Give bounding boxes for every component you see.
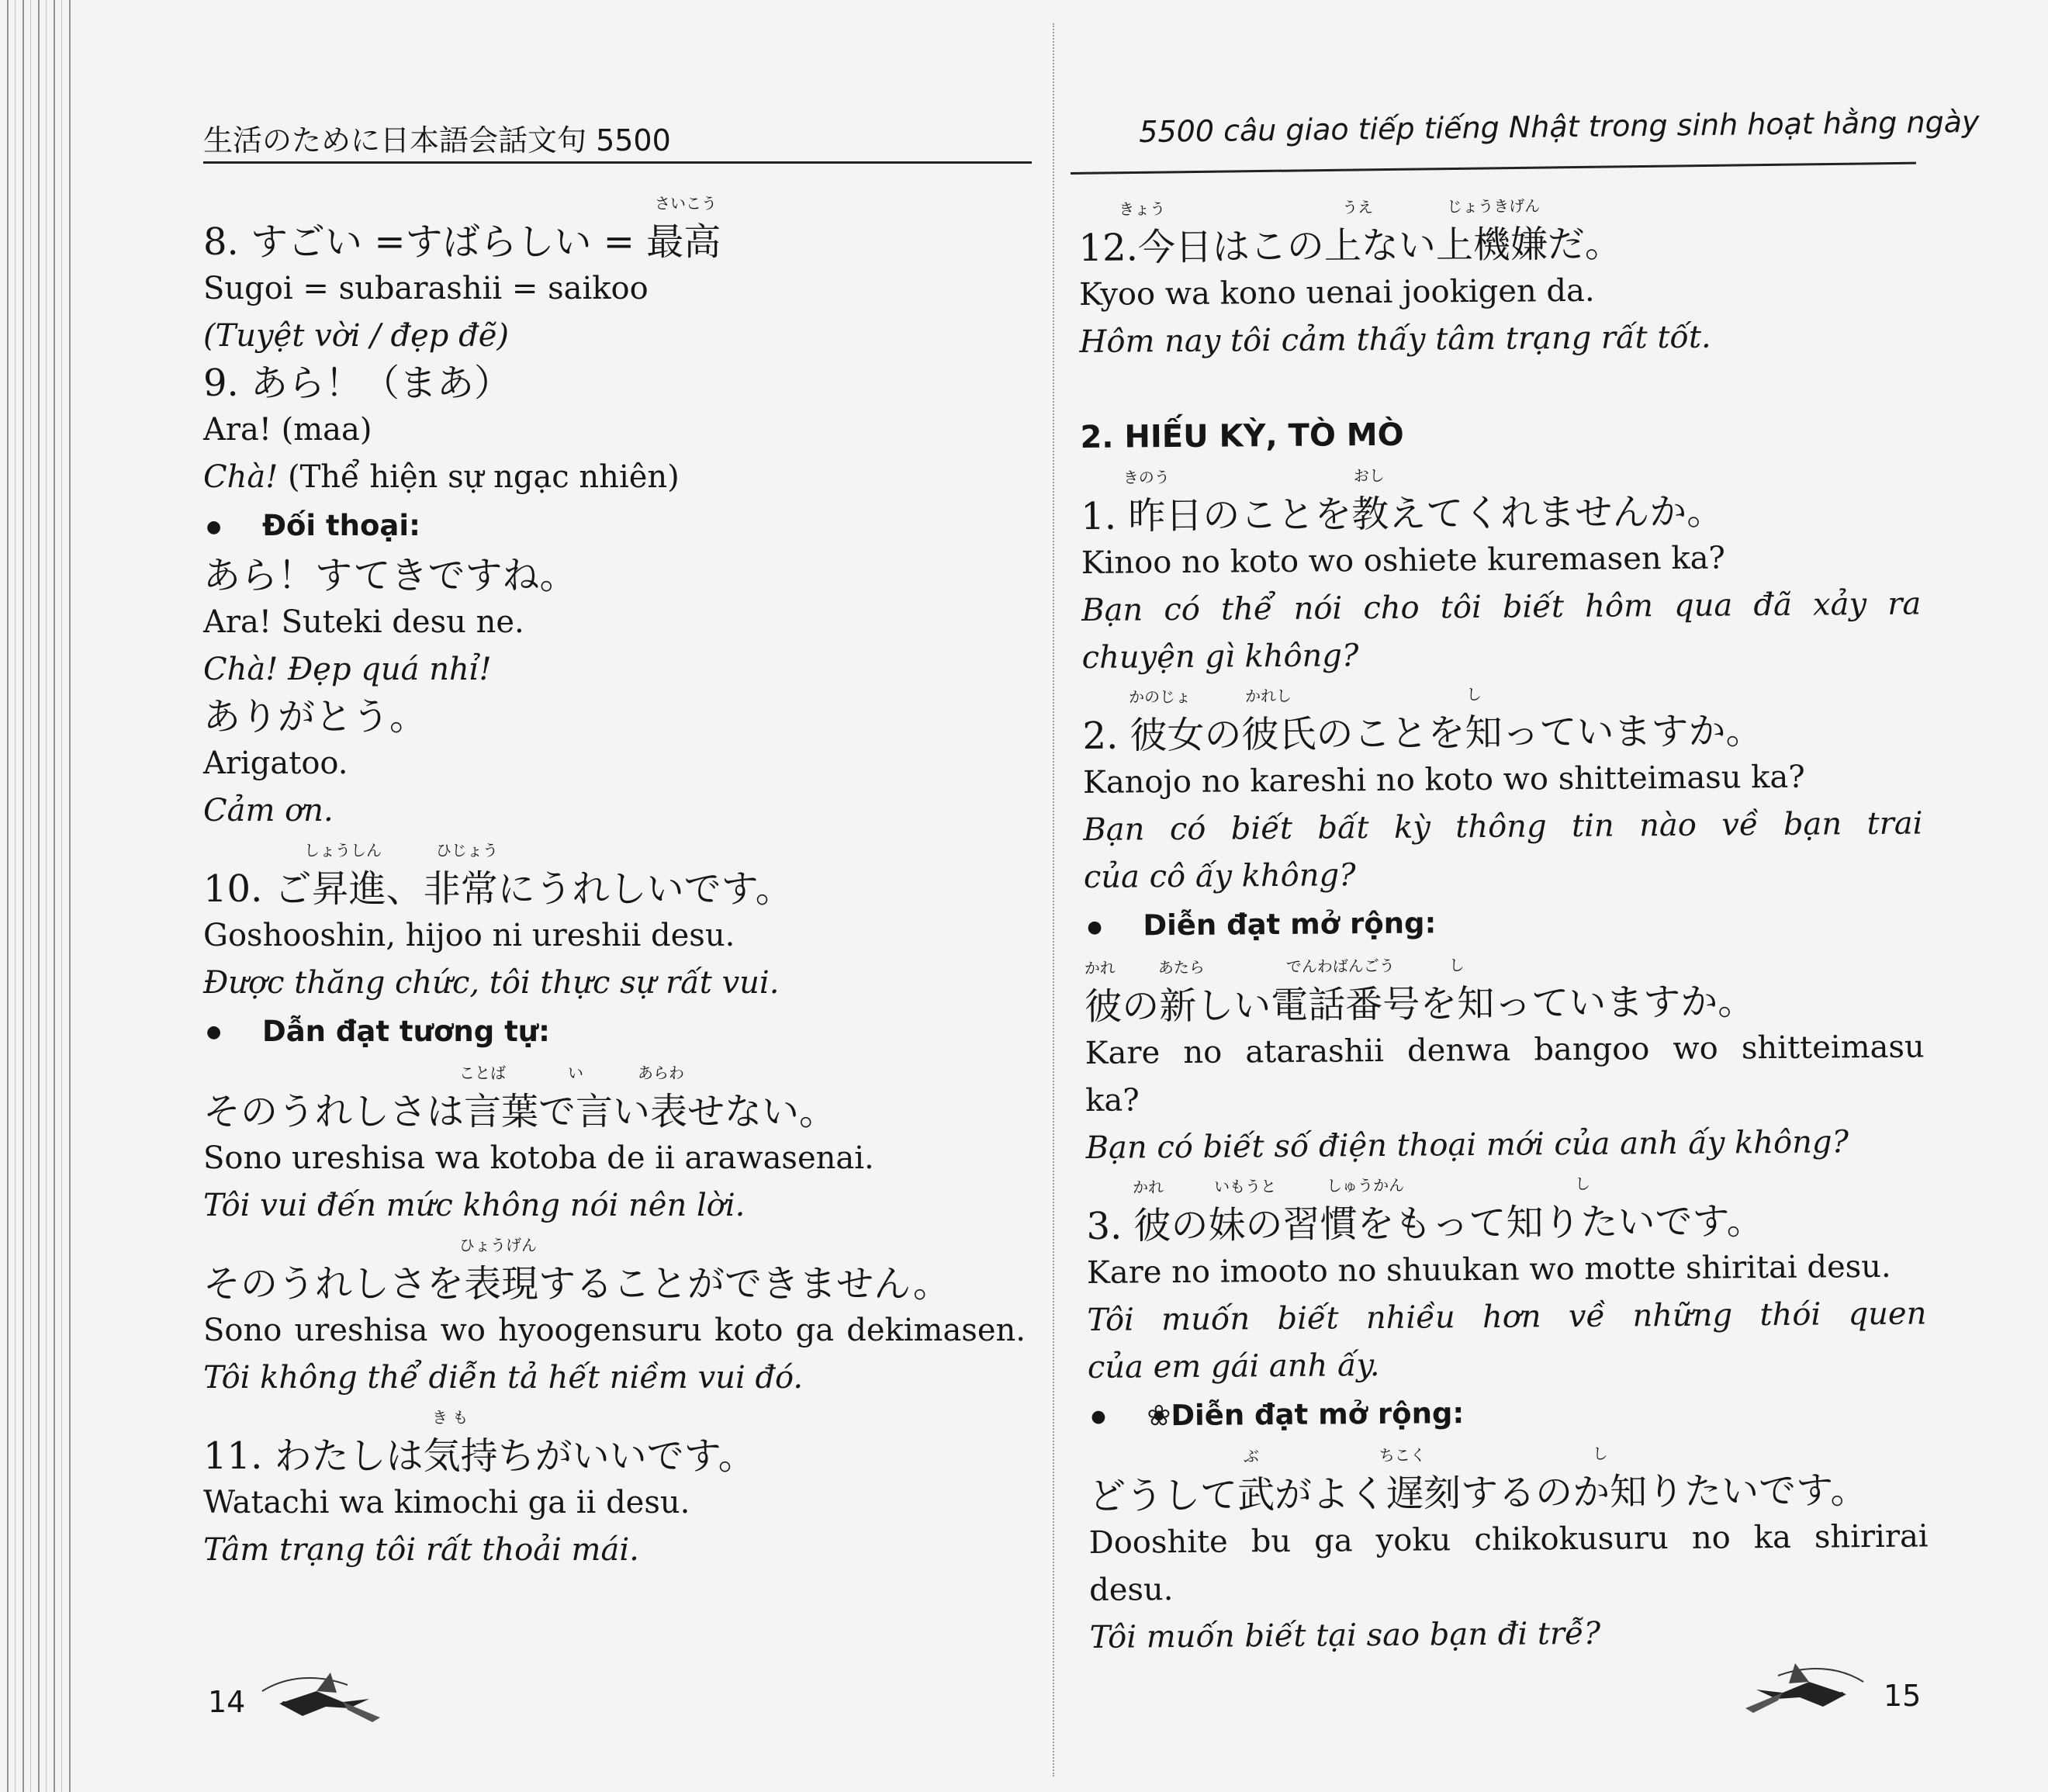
japanese-phrase: 3. 彼の妹の習慣をもって知りたいです。 <box>1086 1199 1764 1248</box>
translation-line: (Tuyệt vời / đẹp đẽ) <box>203 318 509 354</box>
right-column <box>1078 188 1929 1662</box>
japanese-phrase: 8. すごい =すばらしい = 最高 <box>203 220 721 264</box>
subheading-label: Đối thoại: <box>262 509 420 542</box>
romaji-line: Kyoo wa kono uenai jookigen da. <box>1078 272 1595 313</box>
romaji-line: desu. <box>1088 1572 1174 1608</box>
japanese-phrase: そのうれしさを表現することができません。 <box>203 1262 950 1306</box>
translation-line: của em gái anh ấy. <box>1087 1347 1380 1386</box>
furigana-line <box>203 835 1026 866</box>
furigana: い <box>568 1064 583 1082</box>
running-head-left: 生活のために日本語会話文句 5500 <box>203 123 671 157</box>
translation-line: chuyện gì không? <box>1081 638 1359 676</box>
bullet-dot: ● <box>1091 1406 1106 1427</box>
running-head-right: 5500 câu giao tiếp tiếng Nhật trong sinh hoạt hằng ngày <box>1139 104 1980 149</box>
furigana: かれ <box>1084 958 1116 977</box>
furigana: し <box>1574 1174 1591 1193</box>
subheading-label: ❀Diễn đạt mở rộng: <box>1147 1396 1465 1432</box>
left-column <box>203 188 1026 1574</box>
romaji-line: Dooshite bu ga yoku chikokusuru no ka shirirai <box>1088 1518 1929 1561</box>
romaji-line: Ara! Suteki desu ne. <box>203 604 524 640</box>
section-spacer <box>1080 359 1919 412</box>
furigana-line <box>1081 455 1920 493</box>
furigana-line <box>203 1402 1026 1433</box>
japanese-phrase: 彼の新しい電話番号を知っていますか。 <box>1085 979 1756 1029</box>
page-number-left: 14 <box>208 1685 246 1719</box>
furigana-line <box>1085 946 1924 983</box>
subheading-label: Dẫn đạt tương tự: <box>262 1014 550 1048</box>
subheading <box>203 1007 1026 1058</box>
japanese-phrase: 9. あら！（まあ） <box>203 362 512 405</box>
furigana: じょうきげん <box>1447 196 1541 216</box>
japanese-phrase: あら！すてきですね。 <box>203 553 577 597</box>
page-number-right: 15 <box>1884 1679 1922 1713</box>
furigana: うえ <box>1342 198 1374 217</box>
bullet-dot: ● <box>1087 917 1102 937</box>
japanese-phrase: どうして武がよく遅刻するのか知りたいです。 <box>1088 1469 1868 1518</box>
furigana-line <box>203 1230 1026 1261</box>
furigana: きのう <box>1123 468 1170 487</box>
romaji-line: Ara! (maa) <box>203 412 372 448</box>
furigana: あたら <box>1157 957 1205 977</box>
romaji-line: Sugoi = subarashii = saikoo <box>203 271 649 306</box>
subheading <box>1088 1385 1927 1442</box>
subheading <box>203 501 1026 552</box>
furigana: あらわ <box>638 1064 684 1082</box>
furigana: かれし <box>1244 686 1292 706</box>
japanese-phrase: ありがとう。 <box>203 694 427 739</box>
subheading-label: Diễn đạt mở rộng: <box>1143 906 1437 943</box>
translation-line: Cảm ơn. <box>203 792 334 829</box>
translation-line: Bạn có thể nói cho tôi biết hôm qua đã xảy ra <box>1081 586 1922 628</box>
furigana: し <box>1592 1444 1608 1463</box>
translation-note: (Thể hiện sự ngạc nhiên) <box>278 459 680 495</box>
furigana: しょうしん <box>304 840 382 860</box>
furigana: でんわばんごう <box>1285 956 1395 976</box>
translation-line: Chà! Đẹp quá nhỉ! <box>203 651 492 687</box>
translation-line: Tôi vui đến mức không nói nên lời. <box>203 1188 746 1223</box>
furigana: しゅうかん <box>1326 1175 1405 1195</box>
japanese-phrase: 10. ご昇進、非常にうれしいです。 <box>203 867 793 911</box>
furigana: かれ <box>1132 1177 1164 1196</box>
furigana: いもうと <box>1213 1176 1277 1196</box>
book-spine <box>1053 23 1054 1776</box>
translation-line: Tâm trạng tôi rất thoải mái. <box>203 1532 639 1568</box>
furigana: おし <box>1353 465 1385 486</box>
furigana-line <box>1078 188 1918 225</box>
translation-lead: Chà! <box>203 459 278 495</box>
romaji-line: Kanojo no kareshi no koto wo shitteimasu ka? <box>1082 759 1805 801</box>
translation-line: Bạn có biết số điện thoại mới của anh ấy không? <box>1085 1123 1849 1166</box>
japanese-phrase: 11. わたしは気持ちがいいです。 <box>203 1434 756 1478</box>
romaji-line: Kare no atarashii denwa bangoo wo shitteimasu <box>1085 1028 1925 1071</box>
japanese-phrase: 12.今日はこの上ない上機嫌だ。 <box>1078 222 1623 270</box>
translation-line: của cô ấy không? <box>1083 857 1356 895</box>
furigana: ひじょう <box>436 840 498 860</box>
romaji-line: Arigatoo. <box>203 745 348 781</box>
translation-line: Tôi muốn biết tại sao bạn đi trễ? <box>1089 1615 1601 1655</box>
japanese-phrase: そのうれしさは言葉で言い表せない。 <box>203 1090 837 1133</box>
translation-line: Tôi muốn biết nhiều hơn về những thói quen <box>1087 1295 1927 1338</box>
furigana-line <box>1088 1435 1928 1472</box>
furigana-line <box>1082 675 1922 712</box>
furigana: きょう <box>1119 199 1166 219</box>
header-rule-left <box>203 161 1032 164</box>
translation-line: Được thăng chức, tôi thực sự rất vui. <box>203 964 780 1001</box>
bullet-dot: ● <box>206 1022 222 1042</box>
furigana-line <box>203 1057 1026 1088</box>
section-title: 2. HIẾU KỲ, TÒ MÒ <box>1080 417 1404 455</box>
translation-line: Hôm nay tôi cảm thấy tâm trạng rất tốt. <box>1079 319 1711 360</box>
romaji-line: Sono ureshisa wa kotoba de ii arawasenai. <box>203 1140 874 1176</box>
translation-line: Tôi không thể diễn tả hết niềm vui đó. <box>203 1360 804 1396</box>
furigana: ぶ <box>1243 1447 1259 1466</box>
romaji-line: Watachi wa kimochi ga ii desu. <box>203 1485 690 1520</box>
japanese-phrase: 2. 彼女の彼氏のことを知っていますか。 <box>1082 709 1763 758</box>
romaji-line: Sono ureshisa wo hyoogensuru koto ga dekimasen. <box>203 1313 1026 1348</box>
furigana: ちこく <box>1379 1445 1426 1465</box>
furigana: き も <box>432 1408 469 1427</box>
right-page <box>1055 0 2048 1792</box>
romaji-line: Kare no imooto no shuukan wo motte shiritai desu. <box>1086 1248 1891 1291</box>
furigana: し <box>1465 684 1482 704</box>
furigana: ことば <box>459 1064 506 1082</box>
bird-ornament-icon <box>256 1668 388 1730</box>
furigana: し <box>1448 955 1465 974</box>
furigana: さいこう <box>655 194 717 213</box>
translation-line: Bạn có biết bất kỳ thông tin nào về bạn trai <box>1083 805 1923 848</box>
furigana-line <box>203 188 1026 219</box>
furigana: ひょうげん <box>459 1236 537 1254</box>
furigana-line <box>1086 1165 1925 1202</box>
bullet-dot: ● <box>206 517 222 537</box>
header-rule-right <box>1071 162 1916 175</box>
romaji-line: ka? <box>1085 1081 1140 1119</box>
japanese-phrase: 1. 昨日のことを教えてくれませんか。 <box>1081 490 1725 538</box>
translation-line <box>203 454 1026 501</box>
subheading <box>1084 894 1923 952</box>
romaji-line: Kinoo no koto wo oshiete kuremasen ka? <box>1081 540 1726 581</box>
bird-ornament-icon <box>1738 1659 1870 1721</box>
romaji-line: Goshooshin, hijoo ni ureshii desu. <box>203 917 735 953</box>
furigana: かのじょ <box>1129 687 1192 707</box>
